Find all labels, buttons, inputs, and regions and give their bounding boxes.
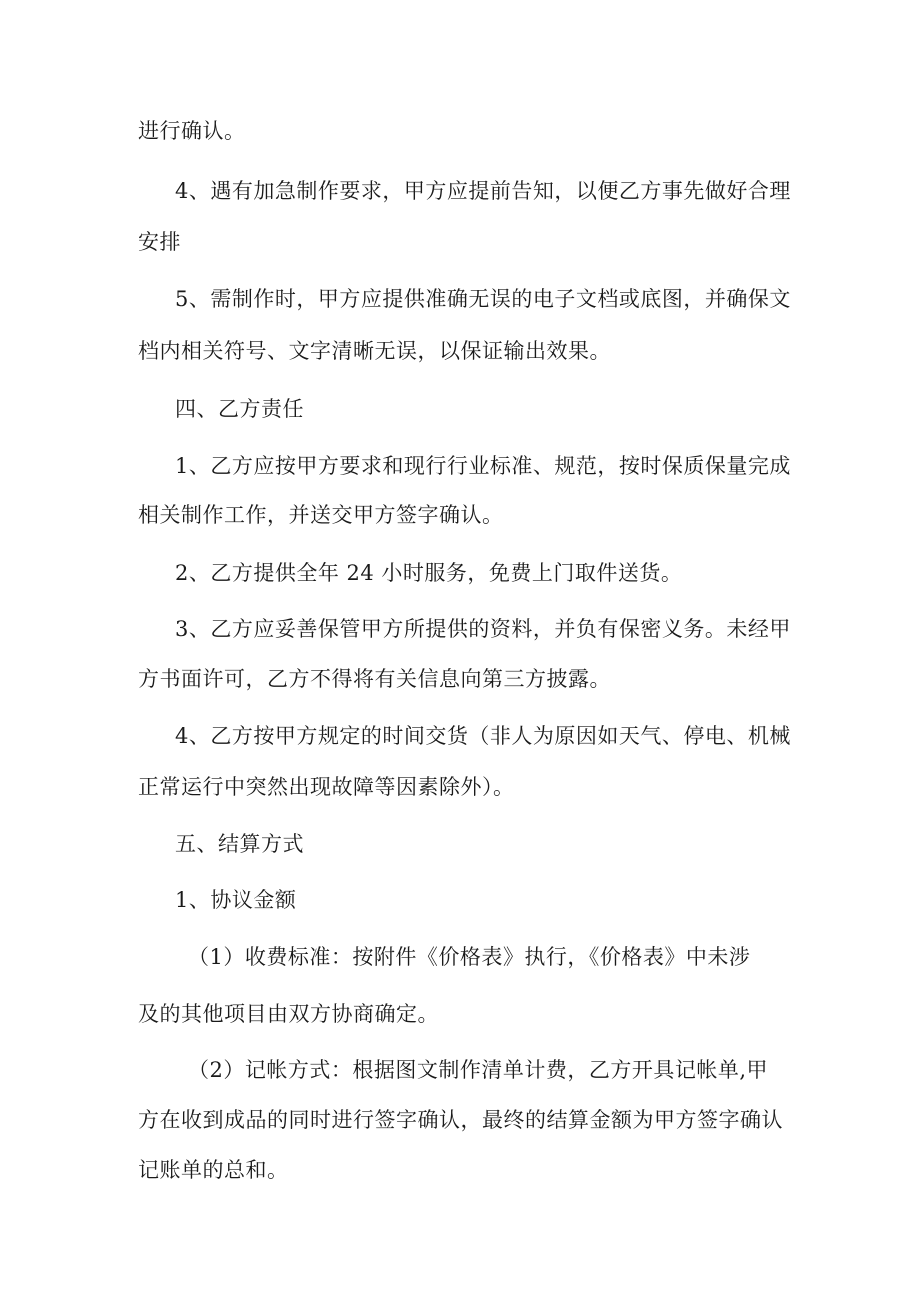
paragraph-line: 4、遇有加急制作要求，甲方应提前告知，以便乙方事先做好合理 — [175, 179, 791, 203]
paragraph-line: 档内相关符号、文字清晰无误，以保证输出效果。 — [138, 339, 611, 363]
paragraph-line: 1、乙方应按甲方要求和现行行业标准、规范，按时保质保量完成 — [175, 454, 791, 478]
paragraph-line: 相关制作工作，并送交甲方签字确认。 — [138, 503, 504, 527]
subsection-heading: 1、协议金额 — [175, 888, 297, 912]
paragraph-line: 方在收到成品的同时进行签字确认，最终的结算金额为甲方签字确认 — [138, 1108, 783, 1132]
paragraph-line: （2）记帐方式：根据图文制作清单计费，乙方开具记帐单,甲 — [188, 1058, 769, 1082]
paragraph-line: （1）收费标准：按附件《价格表》执行，《价格表》中未涉 — [188, 945, 751, 969]
paragraph-line: 安排 — [138, 230, 181, 254]
paragraph-line: 3、乙方应妥善保管甲方所提供的资料，并负有保密义务。未经甲 — [175, 617, 791, 641]
paragraph-line: 及的其他项目由双方协商确定。 — [138, 1002, 439, 1026]
paragraph-line: 2、乙方提供全年 24 小时服务，免费上门取件送货。 — [175, 561, 683, 585]
paragraph-line: 4、乙方按甲方规定的时间交货（非人为原因如天气、停电、机械 — [175, 724, 791, 748]
paragraph-line: 方书面许可，乙方不得将有关信息向第三方披露。 — [138, 667, 611, 691]
paragraph-line: 正常运行中突然出现故障等因素除外）。 — [138, 775, 515, 799]
section-heading: 五、结算方式 — [175, 832, 304, 856]
paragraph-line: 5、需制作时，甲方应提供准确无误的电子文档或底图，并确保文 — [175, 287, 791, 311]
paragraph-line: 进行确认。 — [138, 119, 246, 143]
paragraph-line: 记账单的总和。 — [138, 1158, 289, 1182]
section-heading: 四、乙方责任 — [175, 397, 304, 421]
